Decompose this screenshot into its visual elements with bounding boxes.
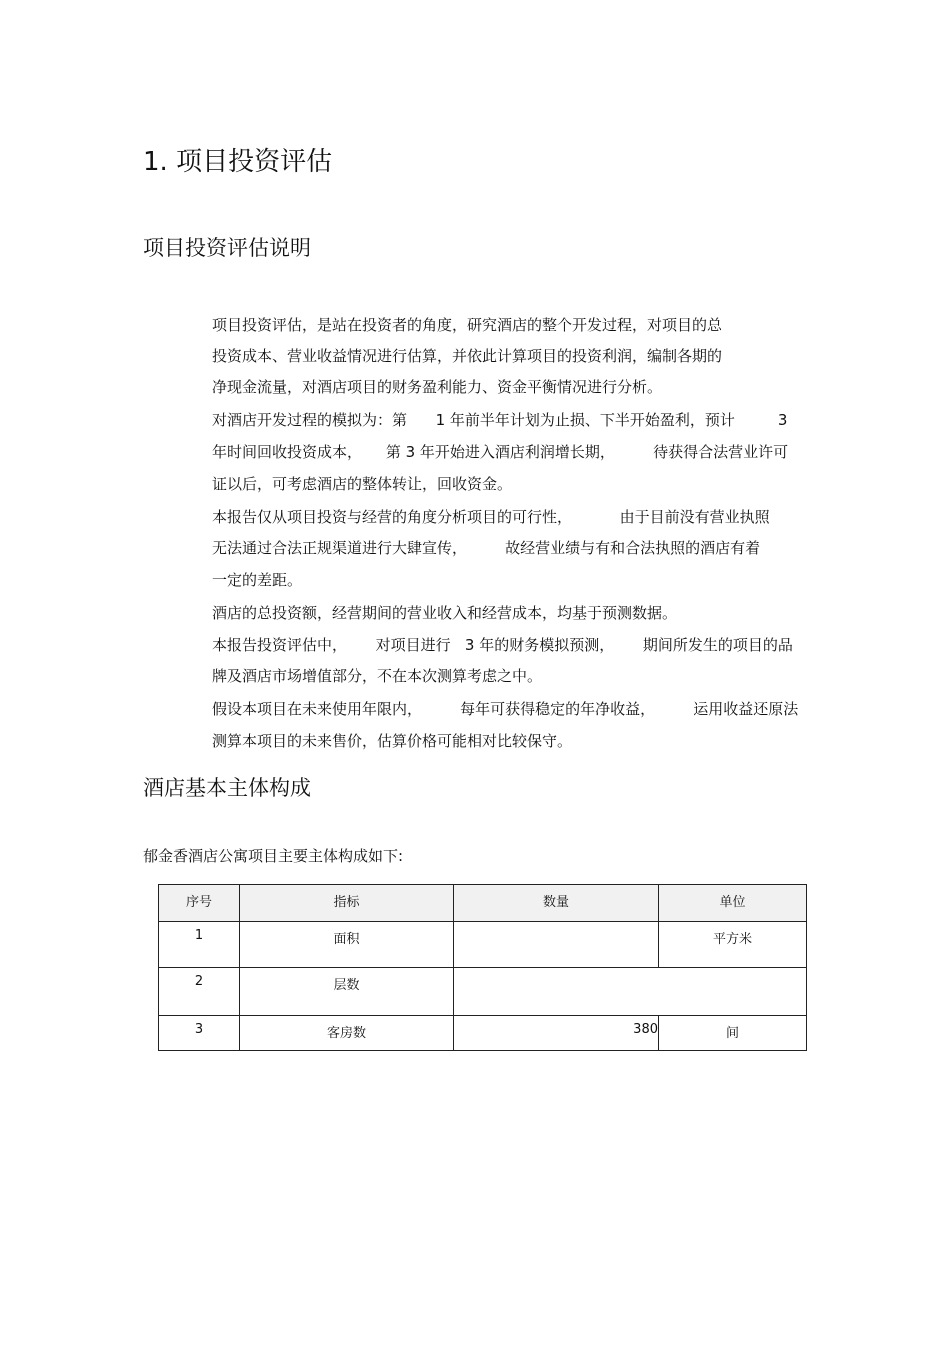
paragraph-line: 假设本项目在未来使用年限内， 每年可获得稳定的年净收益， 运用收益还原法 [212, 700, 799, 718]
hotel-composition-table [158, 884, 807, 1051]
paragraph-line: 对酒店开发过程的模拟为：第 1 年前半年计划为止损、下半开始盈利，预计 3 [212, 411, 788, 429]
cell-unit: 平方米 [659, 922, 807, 968]
header-index: 序号 [159, 885, 240, 922]
paragraph-line: 无法通过合法正规渠道进行大肆宣传， 故经营业绩与有和合法执照的酒店有着 [212, 539, 761, 557]
paragraph-line: 年时间回收投资成本， 第 3 年开始进入酒店利润增长期， 待获得合法营业许可 [212, 443, 789, 461]
table-row [159, 922, 807, 968]
header-quantity: 数量 [454, 885, 659, 922]
paragraph-line: 项目投资评估，是站在投资者的角度，研究酒店的整个开发过程，对项目的总 [212, 316, 723, 334]
cell-index: 2 [159, 968, 240, 1016]
cell-index: 3 [159, 1016, 240, 1051]
cell-indicator: 客房数 [240, 1016, 454, 1051]
cell-quantity: 380 [454, 1016, 659, 1051]
table-intro: 郁金香酒店公寓项目主要主体构成如下: [143, 847, 404, 865]
paragraph-line: 净现金流量，对酒店项目的财务盈利能力、资金平衡情况进行分析。 [212, 378, 663, 396]
cell-index: 1 [159, 922, 240, 968]
paragraph-line: 牌及酒店市场增值部分，不在本次测算考虑之中。 [212, 667, 543, 685]
page-title: 1. 项目投资评估 [143, 147, 333, 177]
table-row [159, 1016, 807, 1051]
table-row [159, 968, 807, 1016]
paragraph-line: 一定的差距。 [212, 571, 303, 589]
header-unit: 单位 [659, 885, 807, 922]
header-indicator: 指标 [240, 885, 454, 922]
section-title-investment-evaluation: 项目投资评估说明 [143, 236, 311, 260]
paragraph-line: 酒店的总投资额，经营期间的营业收入和经营成本，均基于预测数据。 [212, 604, 678, 622]
table-header-row [159, 885, 807, 922]
cell-unit: 间 [659, 1016, 807, 1051]
cell-indicator: 层数 [240, 968, 454, 1016]
cell-quantity [454, 922, 659, 968]
cell-quantity-merged [454, 968, 807, 1016]
cell-indicator: 面积 [240, 922, 454, 968]
paragraph-line: 测算本项目的未来售价，估算价格可能相对比较保守。 [212, 732, 573, 750]
paragraph-line: 投资成本、营业收益情况进行估算，并依此计算项目的投资利润，编制各期的 [212, 347, 723, 365]
paragraph-line: 本报告投资评估中， 对项目进行 3 年的财务模拟预测， 期间所发生的项目的品 [212, 636, 793, 654]
paragraph-line: 证以后，可考虑酒店的整体转让，回收资金。 [212, 475, 513, 493]
paragraph-line: 本报告仅从项目投资与经营的角度分析项目的可行性， 由于目前没有营业执照 [212, 508, 770, 526]
section-title-hotel-composition: 酒店基本主体构成 [143, 776, 311, 800]
